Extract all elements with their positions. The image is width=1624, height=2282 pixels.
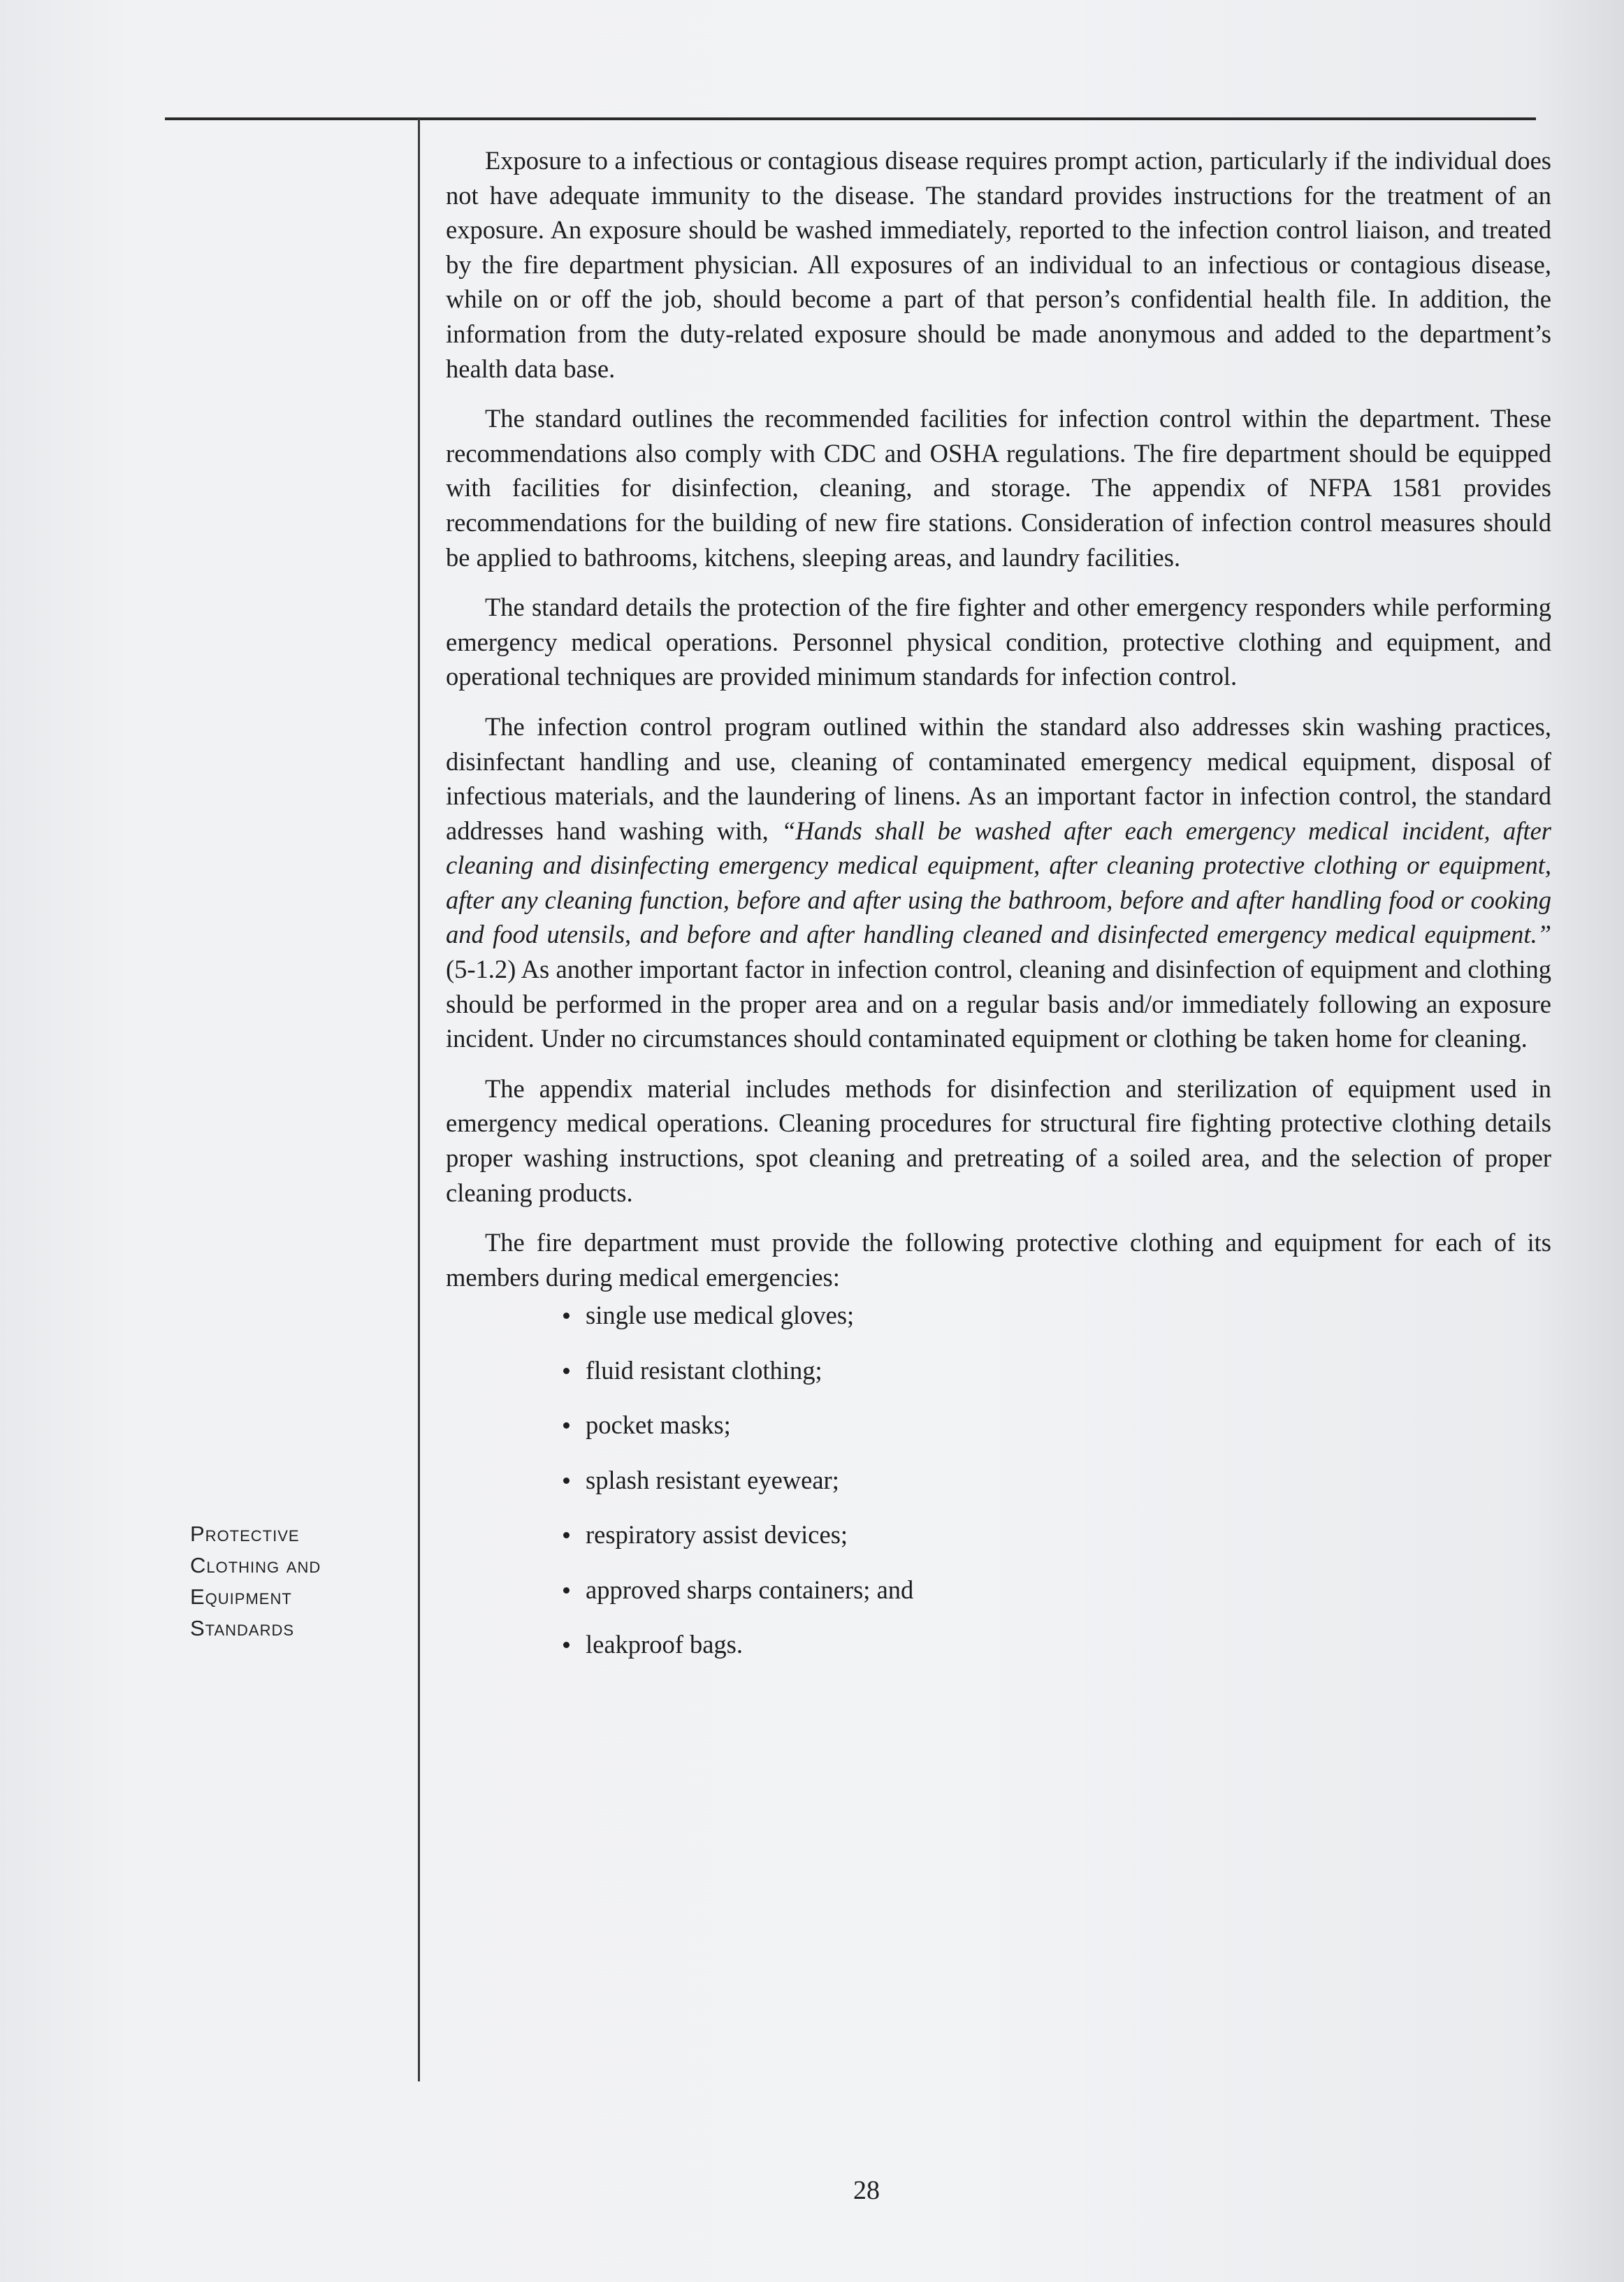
- list-item: leakproof bags.: [446, 1626, 1551, 1682]
- hand-washing-quote: “Hands shall be washed after each emergency medical incident, after cleaning and disinfecting emergency medical equipment, after cleaning protective clothing or equipment, after any cleaning function, before and after using the bathroom, before and after handling food or cooking and food utensils, and before and after handling cleaned and disinfected emergency medical equipment.”: [446, 816, 1551, 949]
- side-heading-line: Standards: [190, 1616, 295, 1640]
- bullet-icon: [563, 1478, 570, 1484]
- bullet-icon: [563, 1587, 570, 1594]
- equipment-list: [446, 1297, 1551, 1682]
- paragraph-hand-washing-tail: (5-1.2) As another important factor in infection control, cleaning and disinfection of equipment and clothing should be performed in the proper area and on a regular basis and/or immediately following an exposure incident. Under no circumstances should contaminated equipment or clothing be taken home for cleaning.: [446, 955, 1551, 1053]
- section-side-heading: [190, 1518, 414, 1644]
- bullet-icon: [563, 1368, 570, 1374]
- list-item: approved sharps containers; and: [446, 1572, 1551, 1627]
- paragraph-hand-washing-lead: The infection control program outlined within the standard also addresses skin washing practices, disinfectant handling and use, cleaning of contaminated emergency medical equipment, disposal of infectious materials, and the laundering of linens. As an important factor in infection control, the standard addresses hand washing with,: [446, 712, 1551, 845]
- bullet-icon: [563, 1313, 570, 1319]
- list-item: single use medical gloves;: [446, 1297, 1551, 1352]
- list-item: respiratory assist devices;: [446, 1517, 1551, 1572]
- bullet-icon: [563, 1532, 570, 1538]
- bullet-icon: [563, 1642, 570, 1648]
- page-number: 28: [853, 2176, 880, 2205]
- paragraph-appendix: The appendix material includes methods for disinfection and sterilization of equipment used in emergency medical operations. Cleaning procedures for structural fire fighting protective clothing details proper washing instructions, spot cleaning and pretreating of a soiled area, and the selection of proper cleaning products.: [446, 1074, 1551, 1207]
- side-heading-line: Equipment: [190, 1584, 292, 1609]
- paragraph-protection: The standard details the protection of the fire fighter and other emergency responders while performing emergency medical operations. Personnel physical condition, protective clothing and equipment, and operational techniques are provided minimum standards for infection control.: [446, 593, 1551, 691]
- paragraph-equipment-intro: The fire department must provide the following protective clothing and equipment for each of its members during medical emergencies:: [446, 1228, 1551, 1292]
- bullet-icon: [563, 1422, 570, 1429]
- paragraph-hand-washing: [446, 709, 1551, 1056]
- main-text-column: [446, 143, 1551, 1682]
- list-item: pocket masks;: [446, 1407, 1551, 1462]
- side-heading-line: Protective: [190, 1522, 300, 1546]
- list-item: splash resistant eyewear;: [446, 1462, 1551, 1517]
- header-rule: [165, 117, 1536, 120]
- paragraph-exposure: Exposure to a infectious or contagious disease requires prompt action, particularly if the individual does not have adequate immunity to the disease. The standard provides instructions for the treatment of an exposure. An exposure should be washed immediately, reported to the infection control liaison, and treated by the fire department physician. All exposures of an individual to an infectious or contagious disease, while on or off the job, should become a part of that person’s confidential health file. In addition, the information from the duty-related exposure should be made anonymous and added to the department’s health data base.: [446, 146, 1551, 383]
- side-heading-line: Clothing and: [190, 1553, 321, 1577]
- paragraph-facilities: The standard outlines the recommended facilities for infection control within the department. These recommendations also comply with CDC and OSHA regulations. The fire department should be equipped with facilities for disinfection, cleaning, and storage. The appendix of NFPA 1581 provides recommendations for the building of new fire stations. Consideration of infection control measures should be applied to bathrooms, kitchens, sleeping areas, and laundry facilities.: [446, 404, 1551, 572]
- column-divider: [418, 119, 420, 2081]
- list-item: fluid resistant clothing;: [446, 1352, 1551, 1408]
